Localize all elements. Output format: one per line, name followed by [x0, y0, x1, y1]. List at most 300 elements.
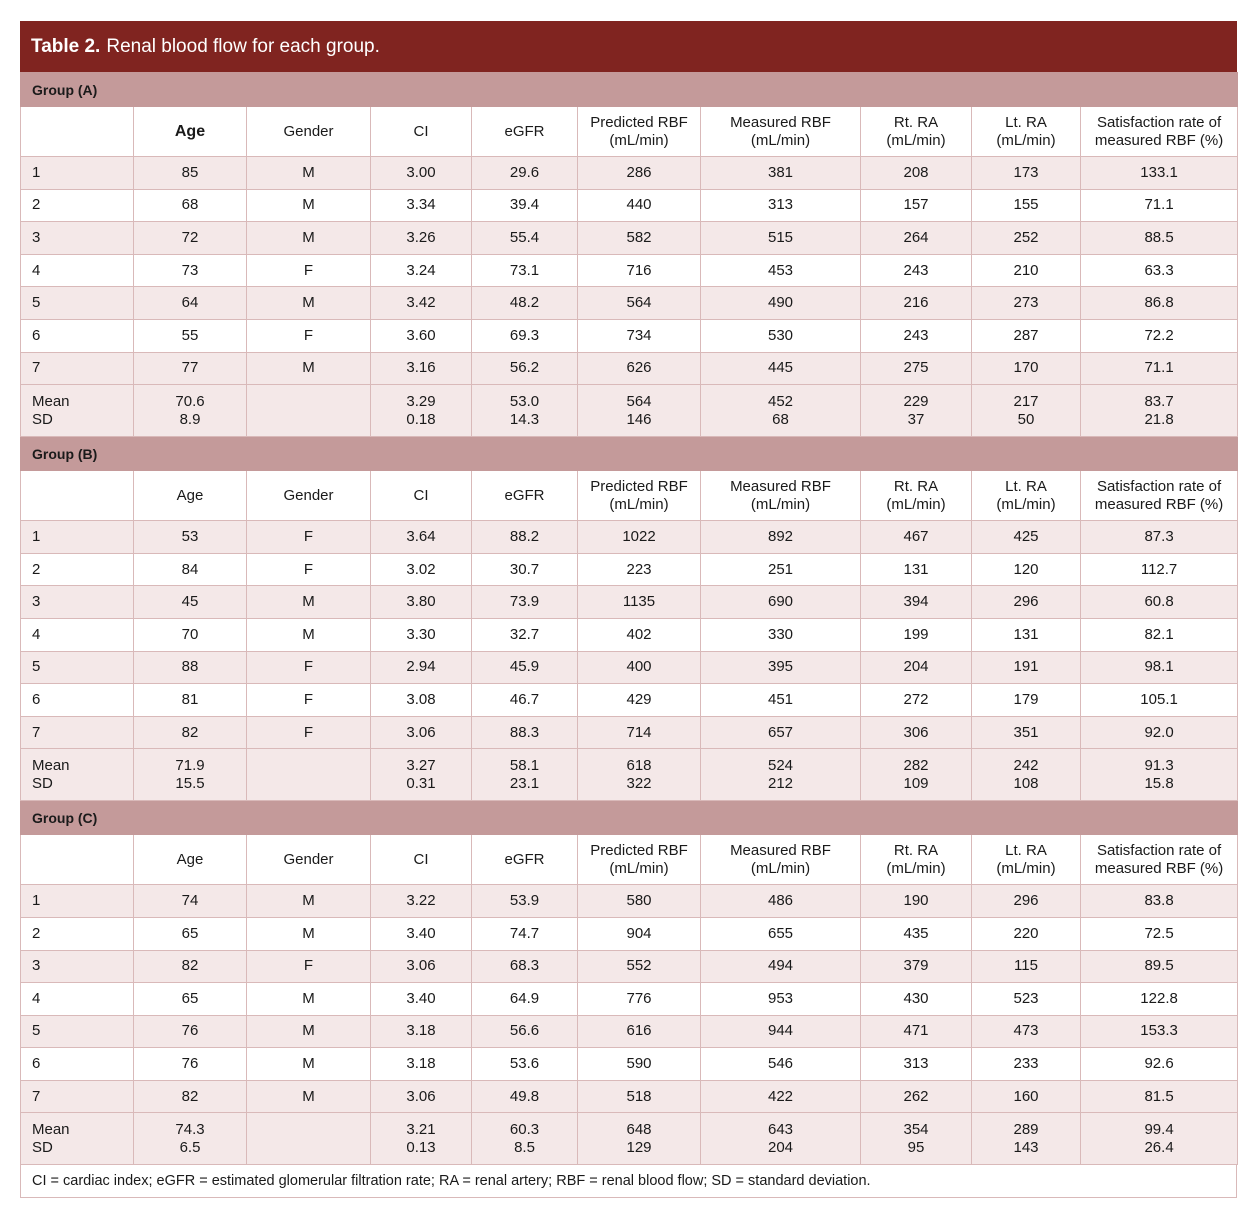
table-cell: 2 — [21, 917, 134, 950]
table-cell: 3.64 — [371, 521, 472, 554]
table-cell: 72.5 — [1081, 917, 1238, 950]
table-cell: M — [247, 618, 371, 651]
table-cell: 82 — [134, 1080, 247, 1113]
table-cell: 776 — [578, 983, 701, 1016]
table-cell: 170 — [972, 352, 1081, 385]
table-cell: 564 — [578, 287, 701, 320]
table-cell: 32.7 — [472, 618, 578, 651]
table-row — [21, 716, 1238, 749]
table-cell: 275 — [861, 352, 972, 385]
table-cell: M — [247, 917, 371, 950]
table-cell: 1135 — [578, 586, 701, 619]
table-cell: 69.3 — [472, 319, 578, 352]
table-cell: M — [247, 885, 371, 918]
table-cell: 204 — [861, 651, 972, 684]
table-cell: 580 — [578, 885, 701, 918]
column-header: CI — [371, 471, 472, 521]
summary-cell: 71.9 15.5 — [134, 749, 247, 801]
table-cell: 5 — [21, 1015, 134, 1048]
summary-cell: 58.1 23.1 — [472, 749, 578, 801]
table-cell: 7 — [21, 716, 134, 749]
table-row — [21, 319, 1238, 352]
column-header: Measured RBF (mL/min) — [701, 107, 861, 157]
summary-cell: 229 37 — [861, 385, 972, 437]
table-cell: 2 — [21, 553, 134, 586]
table-row — [21, 254, 1238, 287]
table-cell: 3.24 — [371, 254, 472, 287]
table-cell: F — [247, 254, 371, 287]
table-cell: 296 — [972, 885, 1081, 918]
table-cell: 2 — [21, 189, 134, 222]
table-cell: 46.7 — [472, 684, 578, 717]
table-body — [21, 73, 1238, 1165]
table-cell: 65 — [134, 983, 247, 1016]
table-cell: 657 — [701, 716, 861, 749]
table-cell: 953 — [701, 983, 861, 1016]
table-cell: 1 — [21, 157, 134, 190]
table-cell: 216 — [861, 287, 972, 320]
summary-cell: 648 129 — [578, 1113, 701, 1165]
table-cell: 3.80 — [371, 586, 472, 619]
table-cell: 73.1 — [472, 254, 578, 287]
table-cell: 88 — [134, 651, 247, 684]
table-row — [21, 1080, 1238, 1113]
table-cell: 3 — [21, 950, 134, 983]
table-cell: 716 — [578, 254, 701, 287]
column-header: Rt. RA (mL/min) — [861, 107, 972, 157]
summary-cell — [247, 1113, 371, 1165]
table-cell: 155 — [972, 189, 1081, 222]
table-cell: 394 — [861, 586, 972, 619]
table-cell: 112.7 — [1081, 553, 1238, 586]
table-cell: 39.4 — [472, 189, 578, 222]
table-cell: 87.3 — [1081, 521, 1238, 554]
table-cell: 71.1 — [1081, 352, 1238, 385]
table-cell: 3.08 — [371, 684, 472, 717]
column-header-row — [21, 107, 1238, 157]
table-cell: 173 — [972, 157, 1081, 190]
table-cell: M — [247, 157, 371, 190]
table-cell: 64 — [134, 287, 247, 320]
table-cell: 98.1 — [1081, 651, 1238, 684]
table-cell: M — [247, 352, 371, 385]
table-cell: 82 — [134, 716, 247, 749]
table-cell: F — [247, 651, 371, 684]
table-cell: 160 — [972, 1080, 1081, 1113]
table-cell: 904 — [578, 917, 701, 950]
table-cell: 252 — [972, 222, 1081, 255]
column-header-row — [21, 471, 1238, 521]
table-cell: 1022 — [578, 521, 701, 554]
table-cell: 518 — [578, 1080, 701, 1113]
summary-cell: 564 146 — [578, 385, 701, 437]
table-cell: 243 — [861, 254, 972, 287]
table-cell: 92.0 — [1081, 716, 1238, 749]
table-cell: F — [247, 319, 371, 352]
table-cell: 65 — [134, 917, 247, 950]
table-cell: 714 — [578, 716, 701, 749]
table-cell: 5 — [21, 651, 134, 684]
table-cell: 3.16 — [371, 352, 472, 385]
table-cell: F — [247, 521, 371, 554]
table-cell: 3.06 — [371, 950, 472, 983]
table-cell: 425 — [972, 521, 1081, 554]
table-cell: 552 — [578, 950, 701, 983]
table-cell: M — [247, 1015, 371, 1048]
table-cell: 379 — [861, 950, 972, 983]
table-cell: 473 — [972, 1015, 1081, 1048]
summary-cell: 53.0 14.3 — [472, 385, 578, 437]
table-cell: 105.1 — [1081, 684, 1238, 717]
column-header: Satisfaction rate of measured RBF (%) — [1081, 471, 1238, 521]
table-cell: 56.6 — [472, 1015, 578, 1048]
group-label: Group (C) — [21, 801, 1238, 835]
table-cell: 82.1 — [1081, 618, 1238, 651]
table-cell: 616 — [578, 1015, 701, 1048]
table-cell: 233 — [972, 1048, 1081, 1081]
table-cell: 120 — [972, 553, 1081, 586]
table-row — [21, 1015, 1238, 1048]
table-cell: 453 — [701, 254, 861, 287]
table-cell: 131 — [861, 553, 972, 586]
table-cell: 220 — [972, 917, 1081, 950]
table-cell: M — [247, 983, 371, 1016]
table-cell: 84 — [134, 553, 247, 586]
group-label: Group (B) — [21, 437, 1238, 471]
table-cell: 3.22 — [371, 885, 472, 918]
table-row — [21, 586, 1238, 619]
table-cell: 3.00 — [371, 157, 472, 190]
table-row — [21, 352, 1238, 385]
table-row — [21, 684, 1238, 717]
table-cell: 530 — [701, 319, 861, 352]
table-cell: 264 — [861, 222, 972, 255]
table-cell: 122.8 — [1081, 983, 1238, 1016]
table-cell: 71.1 — [1081, 189, 1238, 222]
table-row — [21, 618, 1238, 651]
summary-cell: 354 95 — [861, 1113, 972, 1165]
table-cell: 53 — [134, 521, 247, 554]
table-cell: 64.9 — [472, 983, 578, 1016]
summary-cell: 242 108 — [972, 749, 1081, 801]
table-number: Table 2. — [31, 35, 101, 57]
table-cell: 55.4 — [472, 222, 578, 255]
table-cell: 313 — [701, 189, 861, 222]
table-cell: 89.5 — [1081, 950, 1238, 983]
summary-row — [21, 385, 1238, 437]
table-cell: M — [247, 222, 371, 255]
column-header — [21, 471, 134, 521]
summary-cell: 60.3 8.5 — [472, 1113, 578, 1165]
table-cell: 3.18 — [371, 1015, 472, 1048]
summary-cell — [247, 385, 371, 437]
table-cell: 313 — [861, 1048, 972, 1081]
column-header: CI — [371, 835, 472, 885]
table-cell: 655 — [701, 917, 861, 950]
column-header: CI — [371, 107, 472, 157]
table-cell: 690 — [701, 586, 861, 619]
table-cell: 626 — [578, 352, 701, 385]
table-cell: 53.9 — [472, 885, 578, 918]
table-cell: 7 — [21, 1080, 134, 1113]
column-header: Lt. RA (mL/min) — [972, 471, 1081, 521]
table-cell: 157 — [861, 189, 972, 222]
table-cell: 7 — [21, 352, 134, 385]
table-cell: 590 — [578, 1048, 701, 1081]
summary-cell: 217 50 — [972, 385, 1081, 437]
column-header: Age — [134, 471, 247, 521]
table-cell: 6 — [21, 319, 134, 352]
summary-cell: 83.7 21.8 — [1081, 385, 1238, 437]
table-cell: 6 — [21, 684, 134, 717]
table-cell: 262 — [861, 1080, 972, 1113]
table-cell: 892 — [701, 521, 861, 554]
column-header: Lt. RA (mL/min) — [972, 107, 1081, 157]
table-cell: 440 — [578, 189, 701, 222]
table-footnote: CI = cardiac index; eGFR = estimated glomerular filtration rate; RA = renal artery; RBF = renal blood flow; SD = standard deviation. — [20, 1165, 1237, 1198]
summary-cell: 74.3 6.5 — [134, 1113, 247, 1165]
table-cell: 445 — [701, 352, 861, 385]
table-cell: 131 — [972, 618, 1081, 651]
table-cell: 381 — [701, 157, 861, 190]
summary-cell — [247, 749, 371, 801]
table-row — [21, 553, 1238, 586]
table-cell: 582 — [578, 222, 701, 255]
table-cell: 272 — [861, 684, 972, 717]
table-cell: 70 — [134, 618, 247, 651]
summary-cell: 289 143 — [972, 1113, 1081, 1165]
table-row — [21, 521, 1238, 554]
table-cell: 3.60 — [371, 319, 472, 352]
table-cell: 3 — [21, 222, 134, 255]
table-cell: 523 — [972, 983, 1081, 1016]
table-cell: 190 — [861, 885, 972, 918]
table-cell: 351 — [972, 716, 1081, 749]
table-row — [21, 983, 1238, 1016]
table-cell: 56.2 — [472, 352, 578, 385]
table-cell: 494 — [701, 950, 861, 983]
table-cell: 55 — [134, 319, 247, 352]
column-header: Lt. RA (mL/min) — [972, 835, 1081, 885]
table-cell: 60.8 — [1081, 586, 1238, 619]
table-cell: 3.30 — [371, 618, 472, 651]
table-cell: 1 — [21, 885, 134, 918]
summary-cell: 452 68 — [701, 385, 861, 437]
column-header — [21, 835, 134, 885]
table-cell: 435 — [861, 917, 972, 950]
summary-cell: 524 212 — [701, 749, 861, 801]
table-cell: 92.6 — [1081, 1048, 1238, 1081]
summary-cell: Mean SD — [21, 749, 134, 801]
summary-cell: 3.21 0.13 — [371, 1113, 472, 1165]
table-cell: F — [247, 950, 371, 983]
table-cell: 76 — [134, 1015, 247, 1048]
summary-cell: 3.27 0.31 — [371, 749, 472, 801]
table-cell: 944 — [701, 1015, 861, 1048]
table-row — [21, 917, 1238, 950]
table-cell: 1 — [21, 521, 134, 554]
column-header: Gender — [247, 107, 371, 157]
table-cell: 86.8 — [1081, 287, 1238, 320]
column-header: Rt. RA (mL/min) — [861, 835, 972, 885]
table-row — [21, 222, 1238, 255]
table-cell: 3.40 — [371, 917, 472, 950]
table-cell: M — [247, 1048, 371, 1081]
column-header: Gender — [247, 471, 371, 521]
table-cell: M — [247, 287, 371, 320]
column-header: eGFR — [472, 471, 578, 521]
column-header-row — [21, 835, 1238, 885]
table-cell: 471 — [861, 1015, 972, 1048]
table-row — [21, 885, 1238, 918]
table-cell: 68.3 — [472, 950, 578, 983]
table-cell: 72 — [134, 222, 247, 255]
summary-cell: 618 322 — [578, 749, 701, 801]
table-cell: 515 — [701, 222, 861, 255]
summary-cell: 282 109 — [861, 749, 972, 801]
table-cell: 6 — [21, 1048, 134, 1081]
table-cell: 286 — [578, 157, 701, 190]
table-cell: 251 — [701, 553, 861, 586]
table-cell: 3.42 — [371, 287, 472, 320]
table-cell: 223 — [578, 553, 701, 586]
table-cell: 4 — [21, 254, 134, 287]
table-cell: 81.5 — [1081, 1080, 1238, 1113]
column-header — [21, 107, 134, 157]
summary-cell: 3.29 0.18 — [371, 385, 472, 437]
table-row — [21, 1048, 1238, 1081]
column-header: eGFR — [472, 107, 578, 157]
table-cell: 77 — [134, 352, 247, 385]
table-cell: 243 — [861, 319, 972, 352]
table-cell: 88.2 — [472, 521, 578, 554]
column-header: Predicted RBF (mL/min) — [578, 107, 701, 157]
table-cell: 133.1 — [1081, 157, 1238, 190]
table-row — [21, 157, 1238, 190]
summary-cell: 70.6 8.9 — [134, 385, 247, 437]
table-cell: 273 — [972, 287, 1081, 320]
table-cell: F — [247, 553, 371, 586]
table-cell: 45.9 — [472, 651, 578, 684]
table-cell: 82 — [134, 950, 247, 983]
table-cell: 179 — [972, 684, 1081, 717]
table-cell: 306 — [861, 716, 972, 749]
column-header: Age — [134, 835, 247, 885]
summary-cell: 91.3 15.8 — [1081, 749, 1238, 801]
table-cell: 400 — [578, 651, 701, 684]
table-cell: 2.94 — [371, 651, 472, 684]
table-cell: 115 — [972, 950, 1081, 983]
table-cell: M — [247, 1080, 371, 1113]
table-cell: 191 — [972, 651, 1081, 684]
renal-blood-flow-table — [20, 72, 1238, 1165]
table-cell: 287 — [972, 319, 1081, 352]
group-header-row — [21, 437, 1238, 471]
table-cell: 3.02 — [371, 553, 472, 586]
table-row — [21, 189, 1238, 222]
column-header: Predicted RBF (mL/min) — [578, 835, 701, 885]
table-cell: 3.40 — [371, 983, 472, 1016]
column-header: Gender — [247, 835, 371, 885]
table-cell: 429 — [578, 684, 701, 717]
table-cell: 53.6 — [472, 1048, 578, 1081]
table-cell: 3.26 — [371, 222, 472, 255]
table-cell: 3.06 — [371, 716, 472, 749]
table-cell: 4 — [21, 983, 134, 1016]
column-header: Age — [134, 107, 247, 157]
column-header: Measured RBF (mL/min) — [701, 471, 861, 521]
table-cell: 30.7 — [472, 553, 578, 586]
table-cell: 330 — [701, 618, 861, 651]
table-cell: 451 — [701, 684, 861, 717]
table-cell: 430 — [861, 983, 972, 1016]
table-cell: 49.8 — [472, 1080, 578, 1113]
table-cell: 3.34 — [371, 189, 472, 222]
table-cell: 83.8 — [1081, 885, 1238, 918]
column-header: eGFR — [472, 835, 578, 885]
table-cell: 72.2 — [1081, 319, 1238, 352]
table-cell: 45 — [134, 586, 247, 619]
table-cell: 3 — [21, 586, 134, 619]
table-row — [21, 651, 1238, 684]
table-cell: 29.6 — [472, 157, 578, 190]
table-cell: F — [247, 716, 371, 749]
column-header: Measured RBF (mL/min) — [701, 835, 861, 885]
table-row — [21, 950, 1238, 983]
table-cell: 3.18 — [371, 1048, 472, 1081]
table-cell: 546 — [701, 1048, 861, 1081]
group-label: Group (A) — [21, 73, 1238, 107]
group-header-row — [21, 73, 1238, 107]
column-header: Rt. RA (mL/min) — [861, 471, 972, 521]
table-cell: 422 — [701, 1080, 861, 1113]
summary-row — [21, 1113, 1238, 1165]
table-cell: 48.2 — [472, 287, 578, 320]
table-cell: 208 — [861, 157, 972, 190]
table-title — [20, 21, 1237, 72]
column-header: Satisfaction rate of measured RBF (%) — [1081, 107, 1238, 157]
table-cell: 4 — [21, 618, 134, 651]
table-cell: 490 — [701, 287, 861, 320]
table-cell: F — [247, 684, 371, 717]
group-header-row — [21, 801, 1238, 835]
table-cell: 73.9 — [472, 586, 578, 619]
table-cell: 73 — [134, 254, 247, 287]
summary-cell: 99.4 26.4 — [1081, 1113, 1238, 1165]
table-cell: 467 — [861, 521, 972, 554]
table-cell: 734 — [578, 319, 701, 352]
table-cell: 199 — [861, 618, 972, 651]
table-cell: 486 — [701, 885, 861, 918]
table-cell: 74 — [134, 885, 247, 918]
table-cell: M — [247, 586, 371, 619]
table-cell: 88.5 — [1081, 222, 1238, 255]
column-header: Satisfaction rate of measured RBF (%) — [1081, 835, 1238, 885]
column-header: Predicted RBF (mL/min) — [578, 471, 701, 521]
table-cell: 63.3 — [1081, 254, 1238, 287]
table-row — [21, 287, 1238, 320]
table-cell: 296 — [972, 586, 1081, 619]
table-cell: 74.7 — [472, 917, 578, 950]
table-cell: 3.06 — [371, 1080, 472, 1113]
table-cell: 76 — [134, 1048, 247, 1081]
table-cell: 88.3 — [472, 716, 578, 749]
table-cell: 153.3 — [1081, 1015, 1238, 1048]
table-cell: 395 — [701, 651, 861, 684]
summary-cell: 643 204 — [701, 1113, 861, 1165]
table-cell: 85 — [134, 157, 247, 190]
table-cell: M — [247, 189, 371, 222]
